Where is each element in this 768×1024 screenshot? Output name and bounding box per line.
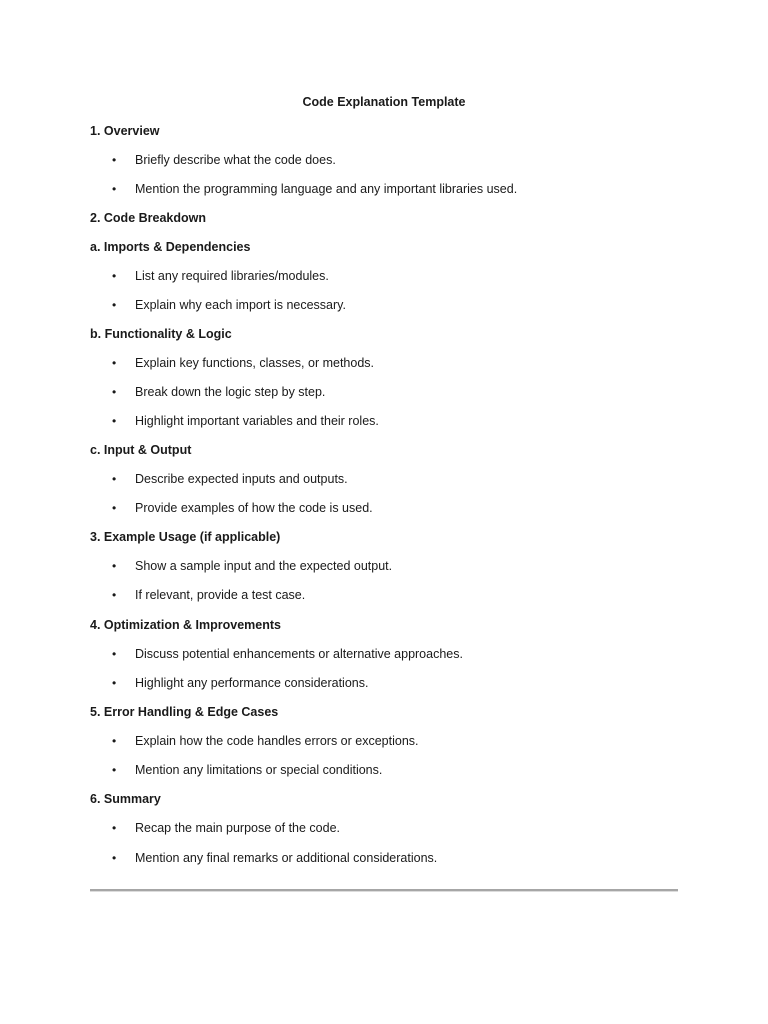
list-item [90,645,690,674]
list-item [90,732,690,761]
list-item [90,761,690,790]
section-heading-example-usage: 3. Example Usage (if applicable) [90,530,281,544]
list-item [90,151,690,180]
list-item-text: Explain why each import is necessary. [135,298,346,312]
bullet-icon: • [112,821,117,835]
horizontal-rule [90,889,678,892]
bullet-icon: • [112,298,117,312]
bullet-icon: • [112,734,117,748]
subsection-heading-functionality: b. Functionality & Logic [90,327,232,341]
bullet-icon: • [112,647,117,661]
list-item-text: Provide examples of how the code is used. [135,501,373,515]
list-item-text: Briefly describe what the code does. [135,153,336,167]
bullet-icon: • [112,385,117,399]
list-item [90,412,690,441]
list-item-text: Explain key functions, classes, or methods. [135,356,375,370]
list-item-text: Mention any final remarks or additional considerations. [135,851,438,865]
section-heading-summary: 6. Summary [90,792,161,806]
list-item [90,296,690,325]
list-item [90,674,690,703]
list-item-text: Discuss potential enhancements or alternative approaches. [135,647,463,661]
list-item [90,557,690,586]
list-item-text: List any required libraries/modules. [135,269,329,283]
subsection-heading-input-output: c. Input & Output [90,443,192,457]
list-item [90,383,690,412]
bullet-icon: • [112,472,117,486]
bullet-icon: • [112,588,117,602]
bullet-icon: • [112,676,117,690]
bullet-icon: • [112,559,117,573]
list-item [90,819,690,849]
list-item [90,267,690,296]
bullet-icon: • [112,851,117,865]
section-heading-overview: 1. Overview [90,124,160,138]
list-item-text: Explain how the code handles errors or exceptions. [135,734,419,748]
list-item [90,499,690,528]
list-item [90,586,690,616]
list-item [90,354,690,383]
list-item-text: Show a sample input and the expected output. [135,559,393,573]
bullet-icon: • [112,153,117,167]
list-item-text: Describe expected inputs and outputs. [135,472,348,486]
list-item-text: Recap the main purpose of the code. [135,821,340,835]
list-item [90,849,690,878]
section-heading-error-handling: 5. Error Handling & Edge Cases [90,705,279,719]
section-heading-optimization: 4. Optimization & Improvements [90,618,282,632]
bullet-icon: • [112,763,117,777]
subsection-heading-imports: a. Imports & Dependencies [90,240,251,254]
list-item [90,470,690,499]
list-item-text: Highlight important variables and their roles. [135,414,379,428]
document-body [90,122,690,878]
bullet-icon: • [112,501,117,515]
bullet-icon: • [112,356,117,370]
list-item-text: If relevant, provide a test case. [135,588,306,602]
list-item [90,180,690,209]
list-item-text: Mention the programming language and any important libraries used. [135,182,518,196]
bullet-icon: • [112,269,117,283]
bullet-icon: • [112,414,117,428]
list-item-text: Highlight any performance considerations. [135,676,369,690]
bullet-icon: • [112,182,117,196]
list-item-text: Break down the logic step by step. [135,385,326,399]
section-heading-code-breakdown: 2. Code Breakdown [90,211,206,225]
document-title: Code Explanation Template [302,95,466,109]
list-item-text: Mention any limitations or special conditions. [135,763,383,777]
